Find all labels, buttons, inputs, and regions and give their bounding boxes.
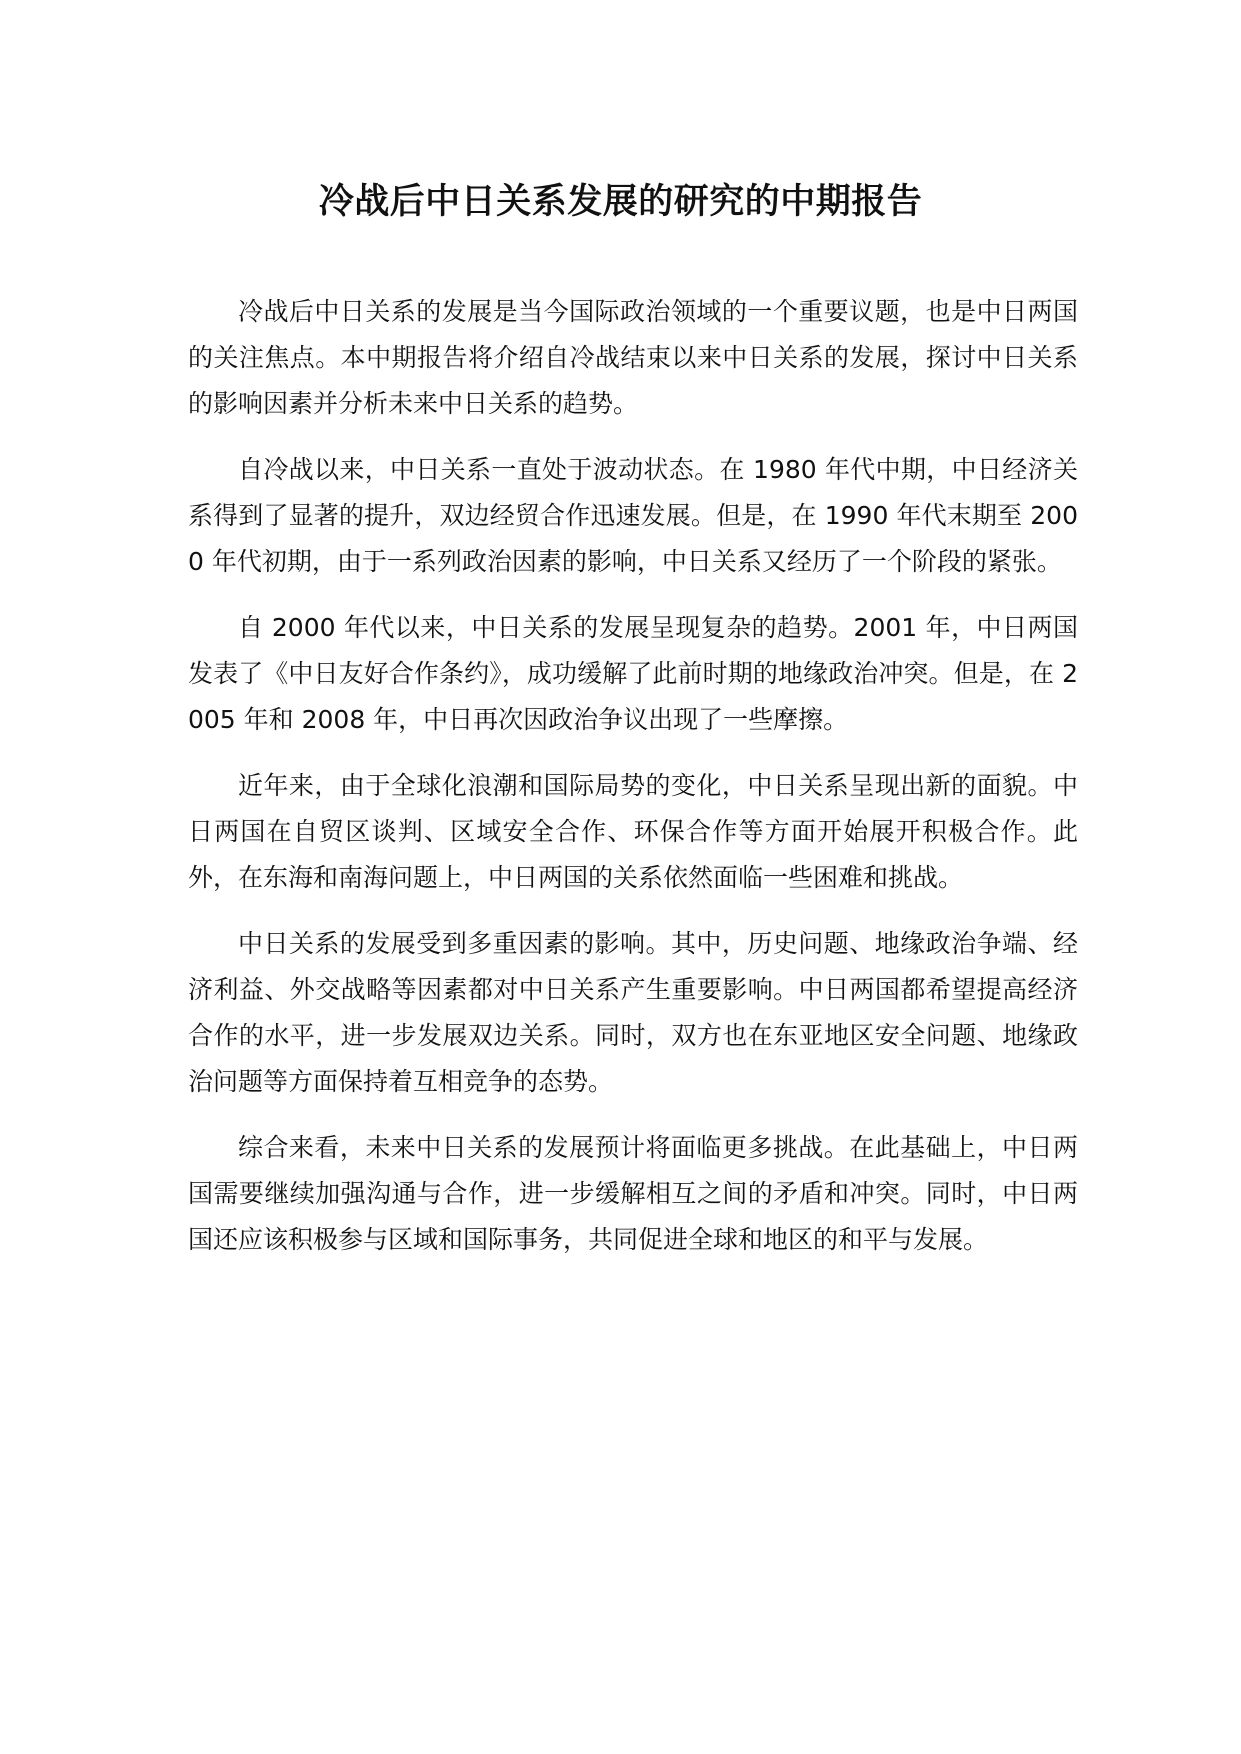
document-body xyxy=(188,289,1078,1283)
document-title: 冷战后中日关系发展的研究的中期报告 xyxy=(318,182,923,222)
paragraph-influencing-factors: 中日关系的发展受到多重因素的影响。其中，历史问题、地缘政治争端、经济利益、外交战略等因素都对中日关系产生重要影响。中日两国都希望提高经济合作的水平，进一步发展双边关系。同时，双方也在东亚地区安全问题、地缘政治问题等方面保持着互相竞争的态势。 xyxy=(188,929,1078,1096)
paragraph-intro: 冷战后中日关系的发展是当今国际政治领域的一个重要议题，也是中日两国的关注焦点。本中期报告将介绍自冷战结束以来中日关系的发展，探讨中日关系的影响因素并分析未来中日关系的趋势。 xyxy=(188,297,1078,418)
paragraph-since-2000s: 自 2000 年代以来，中日关系的发展呈现复杂的趋势。2001 年，中日两国发表了《中日友好合作条约》，成功缓解了此前时期的地缘政治冲突。但是，在 2005 年和 2008 年，中日再次因政治争议出现了一些摩擦。 xyxy=(188,613,1078,734)
paragraph-conclusion: 综合来看，未来中日关系的发展预计将面临更多挑战。在此基础上，中日两国需要继续加强沟通与合作，进一步缓解相互之间的矛盾和冲突。同时，中日两国还应该积极参与区域和国际事务，共同促进全球和地区的和平与发展。 xyxy=(188,1133,1078,1254)
paragraph-post-cold-war: 自冷战以来，中日关系一直处于波动状态。在 1980 年代中期，中日经济关系得到了显著的提升，双边经贸合作迅速发展。但是，在 1990 年代末期至 2000 年代初期，由于一系列政治因素的影响，中日关系又经历了一个阶段的紧张。 xyxy=(188,455,1078,576)
paragraph-recent-years: 近年来，由于全球化浪潮和国际局势的变化，中日关系呈现出新的面貌。中日两国在自贸区谈判、区域安全合作、环保合作等方面开始展开积极合作。此外，在东海和南海问题上，中日两国的关系依然面临一些困难和挑战。 xyxy=(188,771,1078,892)
